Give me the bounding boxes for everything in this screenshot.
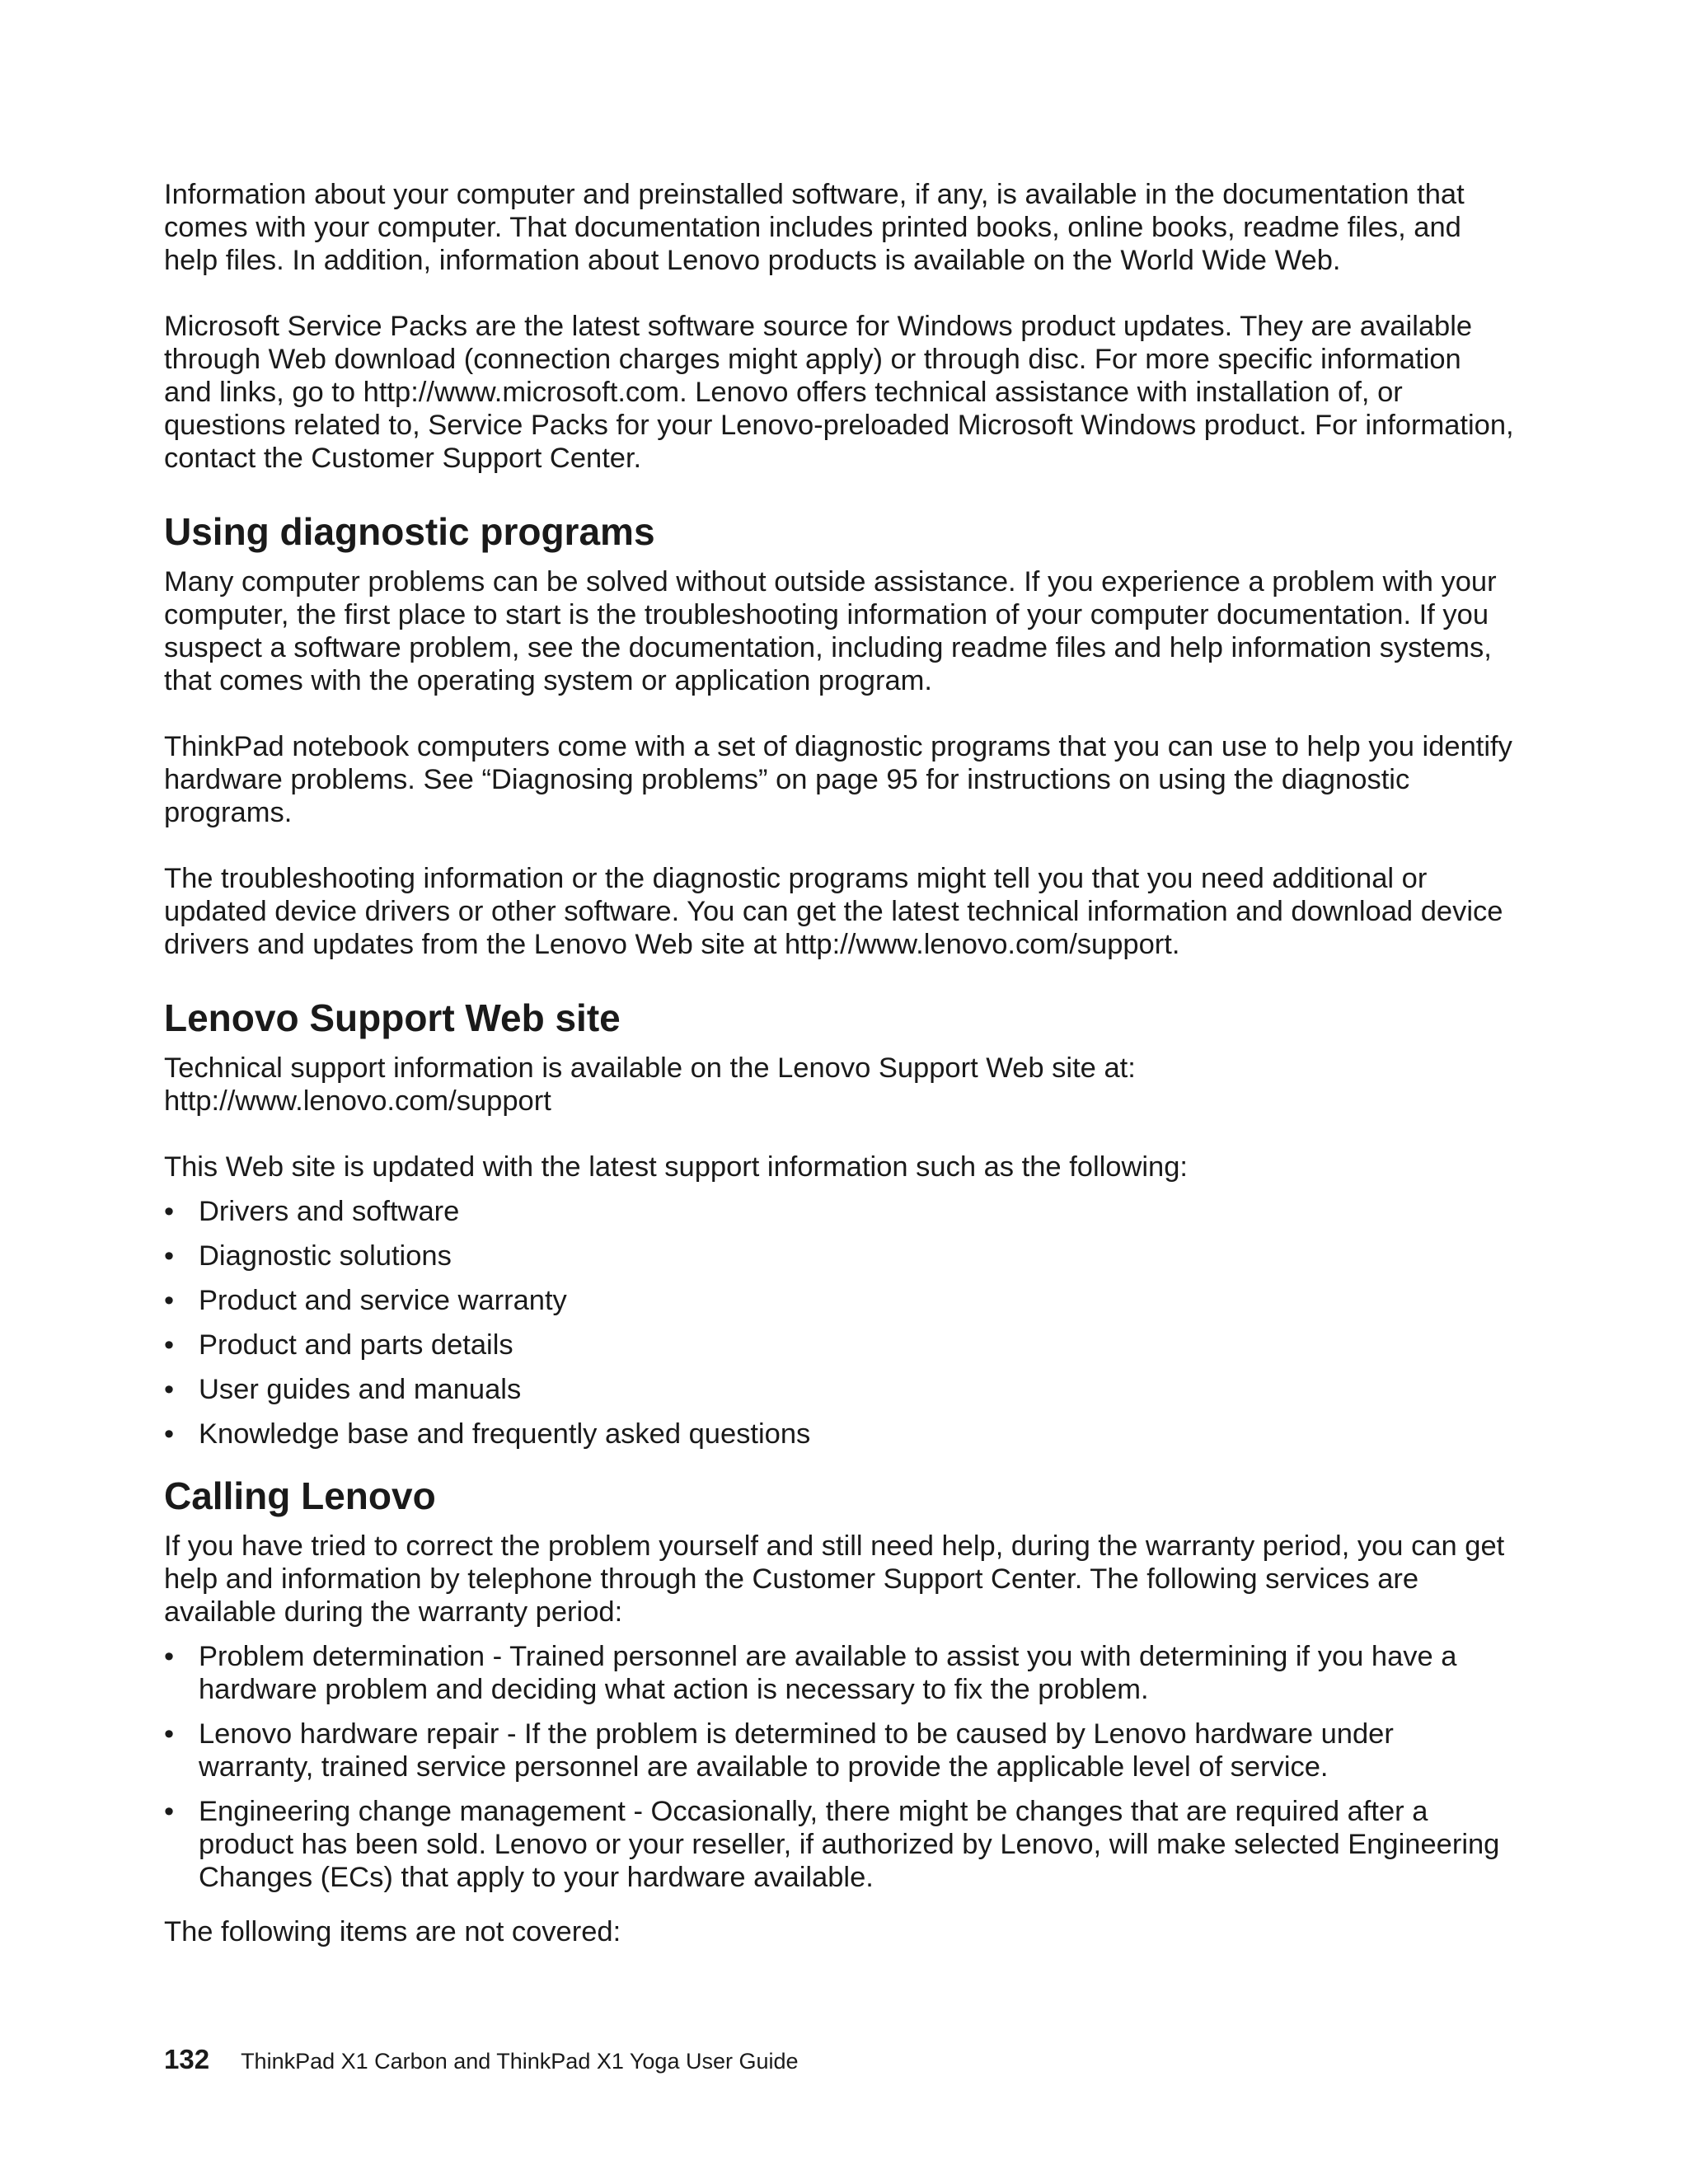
support-site-paragraph-2: This Web site is updated with the latest support information such as the following:	[164, 1151, 1189, 1183]
section-heading-support-site: Lenovo Support Web site	[164, 996, 621, 1039]
warranty-services-list	[164, 1640, 1516, 1894]
section-heading-diagnostic: Using diagnostic programs	[164, 510, 655, 553]
list-item: • Diagnostic solutions	[164, 1240, 1516, 1272]
diagnostic-paragraph-3: The troubleshooting information or the diagnostic programs might tell you that you need additional or updated device drivers or other software. You can get the latest technical information and download device drivers and updates from the Lenovo Web site at http://www.lenovo.com/support.	[164, 863, 1503, 960]
list-item: • Engineering change management - Occasionally, there might be changes that are required after a product has been sold. Lenovo or your reseller, if authorized by Lenovo, will make selected Engineering Changes (ECs) that apply to your hardware available.	[164, 1795, 1516, 1894]
diagnostic-paragraph-1: Many computer problems can be solved without outside assistance. If you experience a problem with your computer, the first place to start is the troubleshooting information of your computer documentation. If you suspect a software problem, see the documentation, including readme files and help information systems, that comes with the operating system or application program.	[164, 566, 1497, 696]
calling-paragraph-2: The following items are not covered:	[164, 1916, 621, 1947]
list-item: • Lenovo hardware repair - If the problem is determined to be caused by Lenovo hardware under warranty, trained service personnel are available to provide the applicable level of service.	[164, 1718, 1516, 1783]
support-site-intro-text: Technical support information is available on the Lenovo Support Web site at:	[164, 1052, 1136, 1084]
support-info-list	[164, 1195, 1516, 1451]
page-number: 132	[164, 2044, 210, 2074]
support-site-paragraph-1	[164, 1052, 1516, 1118]
section-heading-calling: Calling Lenovo	[164, 1474, 436, 1517]
page-content	[164, 178, 1516, 1981]
list-item: • Problem determination - Trained personnel are available to assist you with determining if you have a hardware problem and deciding what action is necessary to fix the problem.	[164, 1640, 1516, 1706]
page-footer	[164, 2044, 799, 2080]
diagnostic-paragraph-2: ThinkPad notebook computers come with a set of diagnostic programs that you can use to help you identify hardware problems. See “Diagnosing problems” on page 95 for instructions on using the diagnostic programs.	[164, 731, 1512, 828]
list-item: • Knowledge base and frequently asked questions	[164, 1418, 1516, 1451]
support-site-url: http://www.lenovo.com/support	[164, 1085, 551, 1117]
intro-paragraph-2: Microsoft Service Packs are the latest software source for Windows product updates. They are available through Web download (connection charges might apply) or through disc. For more specific information and links, go to http://www.microsoft.com. Lenovo offers technical assistance with installation of, or questions related to, Service Packs for your Lenovo-preloaded Microsoft Windows product. For information, contact the Customer Support Center.	[164, 311, 1514, 474]
document-title: ThinkPad X1 Carbon and ThinkPad X1 Yoga User Guide	[241, 2049, 799, 2074]
list-item: • Drivers and software	[164, 1195, 1516, 1228]
list-item: • Product and service warranty	[164, 1284, 1516, 1317]
intro-paragraph-1: Information about your computer and preinstalled software, if any, is available in the documentation that comes with your computer. That documentation includes printed books, online books, readme files, and help files. In addition, information about Lenovo products is available on the World Wide Web.	[164, 179, 1465, 276]
list-item: • User guides and manuals	[164, 1373, 1516, 1406]
list-item: • Product and parts details	[164, 1329, 1516, 1361]
calling-paragraph-1: If you have tried to correct the problem yourself and still need help, during the warranty period, you can get help and information by telephone through the Customer Support Center. The following services are available during the warranty period:	[164, 1530, 1505, 1628]
